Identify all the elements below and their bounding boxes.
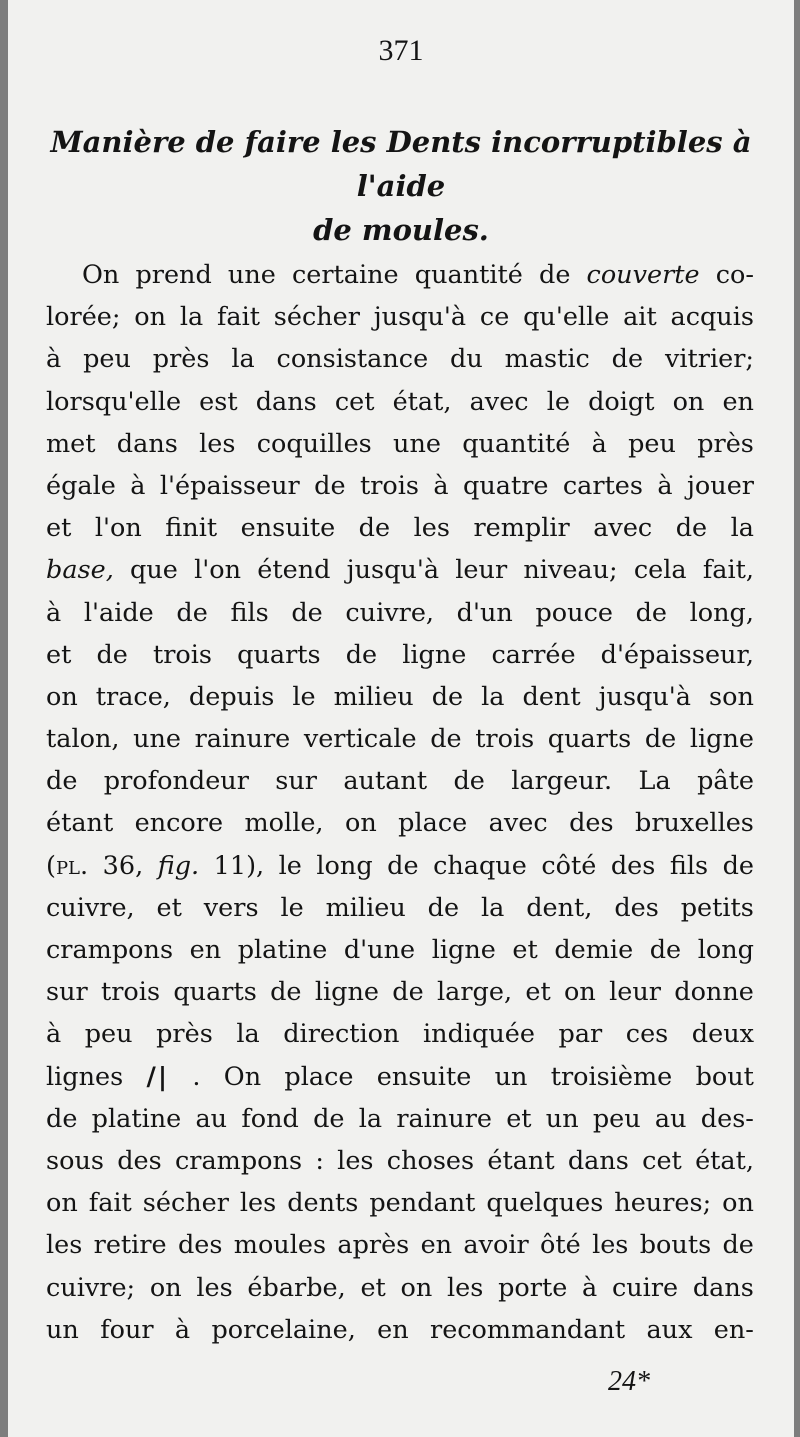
word: fait [216,302,261,333]
word: pendant [369,1188,476,1219]
section-title [38,120,764,252]
word: trois [359,470,419,501]
word: est [199,386,238,417]
text-line [46,845,754,887]
book-page [8,0,794,1437]
word: four [100,1314,154,1345]
word: porcelaine, [211,1314,356,1345]
word: en [722,386,754,417]
word: ce [479,302,510,333]
text-line [46,1182,754,1224]
word: de [427,892,460,923]
word: de [430,724,462,755]
word: 36, [102,850,144,881]
word: carrée [491,639,576,670]
word: porte [498,1272,568,1303]
word: pouce [535,597,613,628]
word: à [657,470,673,501]
word: 11), [213,850,265,881]
word: les [447,1272,484,1303]
word: en [420,1230,453,1261]
word: le [280,892,304,923]
word: rainure [396,1103,492,1134]
word: quantité [462,428,571,459]
word: dent, [526,892,593,923]
text-line [46,507,754,549]
word: finit [165,513,218,544]
word: ait [623,302,657,333]
word: un [46,1314,79,1345]
word: de [46,766,78,797]
text-line [46,592,754,634]
word: et [506,1103,532,1134]
word: avec [469,386,529,417]
word: heures; [614,1188,712,1219]
title-line-1: Manière de faire les Dents incorruptibles à l'aide [50,125,752,203]
text-line [46,1309,754,1351]
word: place [398,808,468,839]
word: et [512,935,538,965]
word: fait, [702,555,754,586]
word: vers [203,892,259,923]
word: lorsqu'elle [46,386,182,417]
word: crampons [46,935,174,965]
word: demie [554,935,634,965]
word: recommandant [430,1314,626,1345]
text-line [46,1056,754,1098]
word: cuivre; [46,1272,136,1303]
word: par [558,1019,603,1050]
word: base, [46,555,114,586]
word: les [592,1230,629,1261]
word: à [46,1019,62,1050]
word: ensuite [376,1061,472,1092]
word: de [46,1103,78,1134]
word: son [709,681,754,712]
word: de [722,850,754,881]
text-line [46,1224,754,1266]
word: chaque [433,850,527,881]
word: au [195,1103,228,1134]
word: doigt [588,386,655,417]
word: état, [392,386,452,417]
word: long, [689,597,754,628]
word: ces [625,1019,669,1050]
word: dent [522,681,581,712]
word: cuivre, [345,597,435,628]
word: peu [84,1019,133,1050]
word: deux [691,1019,754,1050]
word: trois [101,977,161,1008]
page-number: 371 [378,34,424,67]
word: à [130,470,146,501]
word: milieu [325,892,406,923]
word: peu [83,344,131,375]
word: l'épaisseur [159,470,300,501]
word: le [292,681,316,712]
word: des [569,808,614,839]
word: les [46,1230,83,1261]
word: cuire [611,1272,679,1303]
word: des [117,1145,162,1176]
word: cela [633,555,687,586]
word: on [400,1272,433,1303]
word: de [675,513,708,544]
text-line [46,1267,754,1309]
direction-mark: /| [146,1061,170,1092]
word: l'aide [83,597,154,628]
word: verticale [303,724,417,755]
word: talon, [46,724,120,755]
text-line [46,549,754,591]
word: à [433,470,449,501]
word: de [649,935,682,965]
word: sous [46,1145,104,1176]
word: une [133,724,181,755]
word: de [611,344,644,375]
text-line [46,1098,754,1140]
word: près [697,428,754,459]
word: remplir [473,513,570,544]
word: lignes [46,1061,124,1092]
word: au [654,1103,687,1134]
word: choses [386,1145,475,1176]
word: égale [46,470,116,501]
word: La [638,766,671,797]
word: de [635,597,667,628]
word: et [360,1272,386,1303]
word: et [525,977,551,1008]
word: encore [134,808,224,839]
word: troisième [550,1061,673,1092]
word: crampons [175,1145,303,1176]
word: indiquée [423,1019,535,1050]
word: autant [343,766,428,797]
text-line [46,887,754,929]
word: en [377,1314,409,1345]
word: sécher [273,302,360,333]
word: une [227,260,276,290]
word: quelques [486,1188,604,1219]
word: on [722,1188,754,1219]
word: fils [230,597,269,628]
word: les [413,513,450,544]
word: petits [680,892,754,923]
word: dans [567,1145,629,1176]
word: et [46,639,72,670]
word: la [179,302,204,333]
word: sur [46,977,88,1008]
word: près [156,1019,213,1050]
word: à [582,1272,598,1303]
word: ôté [540,1230,581,1261]
word: de [96,639,128,670]
word: d'épaisseur, [600,639,754,670]
word: en [189,935,222,965]
word: quarts [237,639,321,670]
text-line [46,465,754,507]
word: le [546,386,570,417]
word: peu [628,428,676,459]
word: en- [713,1314,754,1345]
word: quatre [463,470,549,501]
word: donne [674,977,754,1008]
word: coquilles [256,428,372,459]
word: un [494,1061,528,1092]
word: quarts [173,977,257,1008]
word: long [316,850,373,881]
word: la [730,513,754,544]
word: acquis [670,302,754,333]
word: direction [283,1019,400,1050]
word: du [450,344,483,375]
word: on [46,1188,78,1219]
word: leur [609,977,661,1008]
word: de [270,977,302,1008]
word: la [480,892,505,923]
word: et [46,513,72,544]
word: jusqu'à [598,681,691,712]
word: jouer [687,470,754,501]
word: d'une [343,935,416,965]
word: côté [541,850,597,881]
word: vitrier; [664,344,754,375]
text-line [46,718,754,760]
word: certaine [291,260,399,290]
word: la [231,344,255,375]
text-line [46,802,754,844]
word: bout [695,1061,754,1092]
word: avec [488,808,548,839]
word: de [176,597,208,628]
word: couverte [586,260,700,290]
word: l'on [94,513,142,544]
word: ligne [314,977,379,1008]
word: avoir [463,1230,529,1261]
word: de [539,260,571,290]
text-line [46,381,754,423]
word: profondeur [103,766,249,797]
word: cet [334,386,375,417]
word: les [196,1272,233,1303]
word: trois [475,724,535,755]
word: dents [287,1188,359,1219]
word: cuivre, [46,892,135,923]
text-line [46,676,754,718]
word: dans [116,428,178,459]
word: ligne [431,935,496,965]
word: jusqu'à [373,302,467,333]
title-line-2: de moules. [313,213,489,247]
word: dans [692,1272,754,1303]
word: de [291,597,323,628]
word: sur [275,766,317,797]
text-line [46,929,754,971]
word: bruxelles [635,808,754,839]
word: état, [695,1145,754,1176]
word: le [278,850,302,881]
word: de [345,639,378,670]
word: prend [135,260,212,290]
word: quarts [547,724,632,755]
word: des [177,1230,223,1261]
word: la [236,1019,260,1050]
word: les [239,1188,277,1219]
word: des [610,850,656,881]
word: après [337,1230,410,1261]
word: trace, [95,681,171,712]
word: jusqu'à [346,555,440,586]
word: on [149,1272,182,1303]
word: à [46,597,62,628]
word: consistance [276,344,429,375]
word: on [672,386,705,417]
word: bouts [639,1230,712,1261]
word: mastic [504,344,590,375]
word: de [387,850,419,881]
word: milieu [333,681,414,712]
word: largeur. [511,766,613,797]
word: pâte [697,766,754,797]
word: rainure [194,724,291,755]
word: les [337,1145,374,1176]
word: large, [437,977,513,1008]
word: dans [255,386,317,417]
word: retire [93,1230,167,1261]
word: de [431,681,464,712]
word: à [46,344,62,375]
word: place [284,1061,354,1092]
word: et [156,892,182,923]
word: qu'elle [523,302,610,333]
word: co- [715,260,754,290]
word: près [152,344,210,375]
word: avec [593,513,653,544]
text-line [46,423,754,465]
word: à [174,1314,191,1345]
word: ébarbe, [247,1272,346,1303]
word: lorée; [46,302,121,333]
text-line [46,1140,754,1182]
word: met [46,428,96,459]
word: niveau; [523,555,618,586]
word: . [192,1061,201,1092]
word: de [314,470,346,501]
word: étend [257,555,331,586]
text-line [46,254,754,296]
word: les [199,428,236,459]
word: fils [669,850,709,881]
text-line [46,338,754,380]
word: cartes [562,470,643,501]
word: ligne [689,724,754,755]
word: quantité [414,260,523,290]
word: (pl. [46,850,89,881]
word: on [46,681,78,712]
word: cet [642,1145,682,1176]
word: de [313,1103,345,1134]
word: on [134,302,167,333]
word: fond [241,1103,299,1134]
word: long [697,935,754,965]
word: leur [455,555,508,586]
word: étant [46,808,114,839]
word: : [315,1145,324,1176]
word: de [722,1230,754,1261]
word: molle, [244,808,324,839]
word: depuis [188,681,275,712]
word: de [358,513,391,544]
word: On [223,1061,262,1092]
body-paragraph [46,254,754,1351]
signature-mark: 24* [608,1366,650,1397]
word: à [591,428,607,459]
word: de [644,724,677,755]
word: que [130,555,178,586]
word: fait [88,1188,132,1219]
word: ensuite [240,513,336,544]
word: l'on [194,555,242,586]
word: on [564,977,596,1008]
word: sécher [142,1188,229,1219]
word: un [545,1103,579,1134]
word: d'un [456,597,513,628]
text-line [46,1013,754,1055]
word: de [392,977,424,1008]
word: la [358,1103,383,1134]
text-line [46,634,754,676]
text-line [46,296,754,338]
word: aux [646,1314,693,1345]
word: on [344,808,377,839]
word: des- [700,1103,754,1134]
word: peu [592,1103,641,1134]
text-line [46,971,754,1013]
word: platine [237,935,328,965]
word: de [453,766,485,797]
word: une [393,428,441,459]
word: des [614,892,659,923]
word: ligne [402,639,467,670]
word: la [481,681,505,712]
word: platine [91,1103,182,1134]
word: trois [152,639,213,670]
word: étant [487,1145,555,1176]
word: On [82,260,120,290]
text-line [46,760,754,802]
word: fig. [157,850,200,881]
word: moules [233,1230,327,1261]
